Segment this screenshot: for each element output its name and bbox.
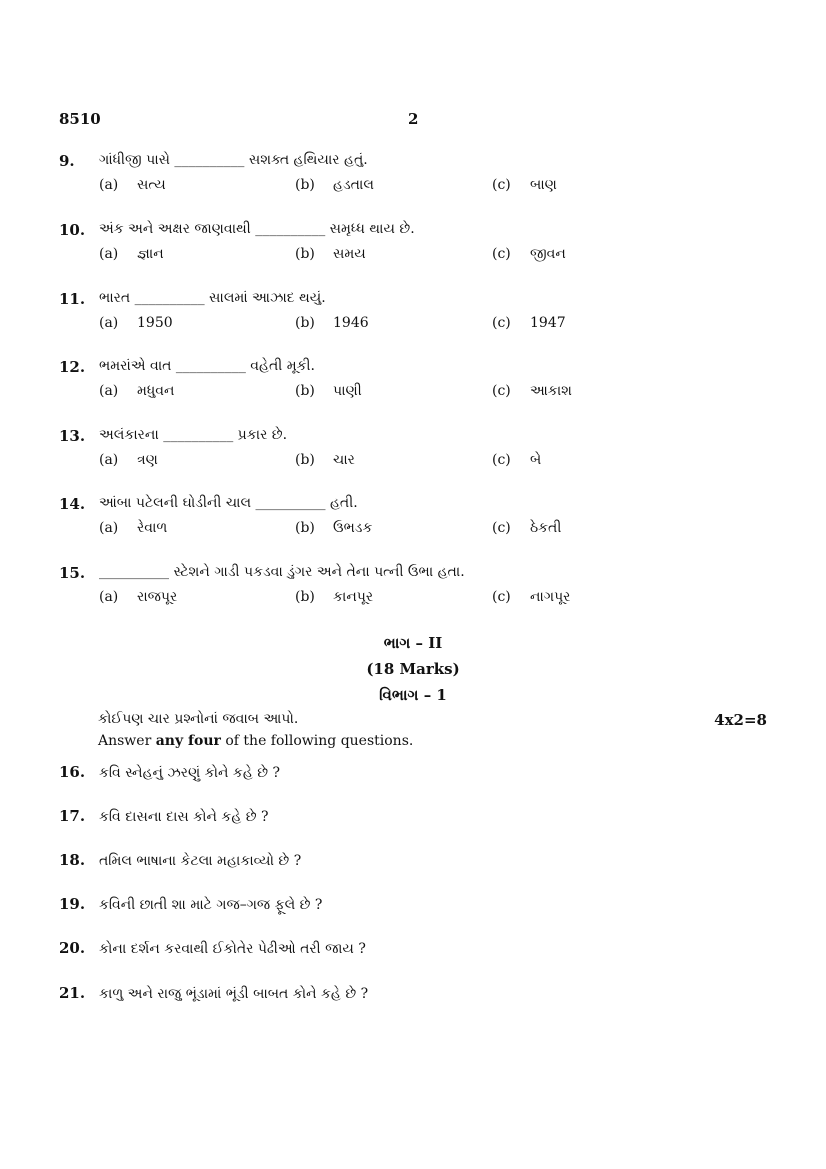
options-row <box>99 520 739 540</box>
option-text: 1946 <box>333 315 369 331</box>
option-b <box>295 177 374 193</box>
question-number: 12. <box>59 358 86 376</box>
option-text: સમય <box>333 246 366 262</box>
option-text: જ્ઞાન <box>137 246 164 262</box>
option-text: જીવન <box>530 246 566 262</box>
option-b <box>295 246 366 262</box>
option-a <box>99 589 177 605</box>
option-text: મધુવન <box>137 383 175 399</box>
option-c <box>492 177 557 193</box>
instruction-english <box>98 733 413 749</box>
option-label: (c) <box>492 315 511 331</box>
option-label: (b) <box>295 383 315 399</box>
option-text: ત્રણ <box>137 452 158 468</box>
short-question <box>59 895 322 913</box>
question-text: કાળુ અને રાજુ ભૂંડામાં ભૂંડી બાબત કોને કહે છે ? <box>99 986 369 1002</box>
options-row <box>99 246 739 266</box>
option-label: (a) <box>99 452 119 468</box>
option-label: (a) <box>99 520 119 536</box>
option-b <box>295 452 355 468</box>
question-text: કવિ દાસના દાસ કોને કહે છે ? <box>99 809 269 825</box>
instruction-gujarati: કોઈપણ ચાર પ્રશ્નોનાં જવાબ આપો. <box>98 711 299 727</box>
question-text: તમિલ ભાષાના કેટલા મહાકાવ્યો છે ? <box>99 853 302 869</box>
option-text: હડતાલ <box>333 177 374 193</box>
option-label: (a) <box>99 177 119 193</box>
option-a <box>99 246 164 262</box>
option-a <box>99 177 166 193</box>
option-c <box>492 383 572 399</box>
option-label: (a) <box>99 589 119 605</box>
question-text: અલંકારના __________ પ્રકાર છે. <box>99 427 288 443</box>
option-label: (c) <box>492 520 511 536</box>
option-text: બે <box>530 452 542 468</box>
option-label: (b) <box>295 246 315 262</box>
option-label: (b) <box>295 452 315 468</box>
question-number: 16. <box>59 763 86 781</box>
question-number: 14. <box>59 495 86 513</box>
question-text: ભમરાંએ વાત __________ વહેતી મૂકી. <box>99 358 315 374</box>
options-row <box>99 589 739 609</box>
option-a <box>99 520 167 536</box>
option-label: (a) <box>99 246 119 262</box>
instruction-english-part: of the following questions. <box>220 733 414 749</box>
option-label: (c) <box>492 383 511 399</box>
question-number: 20. <box>59 939 86 957</box>
question-text: __________ સ્ટેશને ગાડી પકડવા ડુંગર અને તેના પત્ની ઉભા હતા. <box>99 564 465 580</box>
question-number: 10. <box>59 221 86 239</box>
option-a <box>99 315 173 331</box>
option-label: (b) <box>295 315 315 331</box>
option-text: ઉભડક <box>333 520 373 536</box>
option-b <box>295 383 362 399</box>
question-number: 15. <box>59 564 86 582</box>
option-label: (b) <box>295 177 315 193</box>
option-text: સત્ય <box>137 177 166 193</box>
option-label: (a) <box>99 383 119 399</box>
options-row <box>99 177 739 197</box>
question-text: ભારત __________ સાલમાં આઝાદ થયું. <box>99 290 326 306</box>
option-text: રાજપૂર <box>137 589 178 605</box>
question-number: 19. <box>59 895 86 913</box>
question-number: 9. <box>59 152 75 170</box>
marks-scheme: 4x2=8 <box>714 711 767 729</box>
option-text: પાણી <box>333 383 362 399</box>
question-number: 21. <box>59 984 86 1002</box>
option-label: (c) <box>492 177 511 193</box>
short-question <box>59 939 366 957</box>
question-text: આંબા પટેલની ઘોડીની ચાલ __________ હતી. <box>99 495 358 511</box>
option-text: આકાશ <box>530 383 572 399</box>
option-text: કાનપૂર <box>333 589 374 605</box>
option-c <box>492 246 566 262</box>
option-text: ચાર <box>333 452 355 468</box>
question-text: કવિની છાતી શા માટે ગજ–ગજ ફૂલે છે ? <box>99 897 323 913</box>
option-label: (c) <box>492 452 511 468</box>
options-row <box>99 383 739 403</box>
section-part-title: ભાગ – II <box>383 634 443 652</box>
instruction-english-emphasis: any four <box>155 733 221 749</box>
question-text: ગાંધીજી પાસે __________ સશક્ત હથિયાર હતું. <box>99 152 368 168</box>
option-b <box>295 520 372 536</box>
question-number: 13. <box>59 427 86 445</box>
short-question <box>59 807 269 825</box>
option-c <box>492 589 570 605</box>
option-b <box>295 315 369 331</box>
option-b <box>295 589 373 605</box>
short-question <box>59 763 280 781</box>
option-label: (c) <box>492 246 511 262</box>
section-division-title: વિભાગ – 1 <box>379 686 447 704</box>
paper-code: 8510 <box>59 110 101 128</box>
option-label: (c) <box>492 589 511 605</box>
question-number: 11. <box>59 290 86 308</box>
page-number: 2 <box>408 110 419 128</box>
section-marks: (18 Marks) <box>366 660 460 678</box>
option-c <box>492 520 561 536</box>
question-text: અંક અને અક્ષર જાણવાથી __________ સમૃધ્ધ થાય છે. <box>99 221 415 237</box>
option-a <box>99 383 174 399</box>
option-text: બાણ <box>530 177 557 193</box>
option-text: નાગપૂર <box>530 589 571 605</box>
options-row <box>99 452 739 472</box>
option-text: રેવાળ <box>137 520 168 536</box>
options-row <box>99 315 739 335</box>
option-c <box>492 452 541 468</box>
short-question <box>59 851 301 869</box>
instruction-english-part: Answer <box>98 733 156 749</box>
option-c <box>492 315 566 331</box>
question-number: 18. <box>59 851 86 869</box>
option-label: (b) <box>295 589 315 605</box>
option-a <box>99 452 158 468</box>
question-number: 17. <box>59 807 86 825</box>
question-text: કોના દર્શન કરવાથી ઈકોતેર પેઢીઓ તરી જાય ? <box>99 941 366 957</box>
short-question <box>59 984 368 1002</box>
option-text: 1947 <box>530 315 566 331</box>
option-text: 1950 <box>137 315 173 331</box>
option-label: (b) <box>295 520 315 536</box>
option-label: (a) <box>99 315 119 331</box>
option-text: ઠેકતી <box>530 520 562 536</box>
question-text: કવિ સ્નેહનું ઝરણું કોને કહે છે ? <box>99 765 280 781</box>
